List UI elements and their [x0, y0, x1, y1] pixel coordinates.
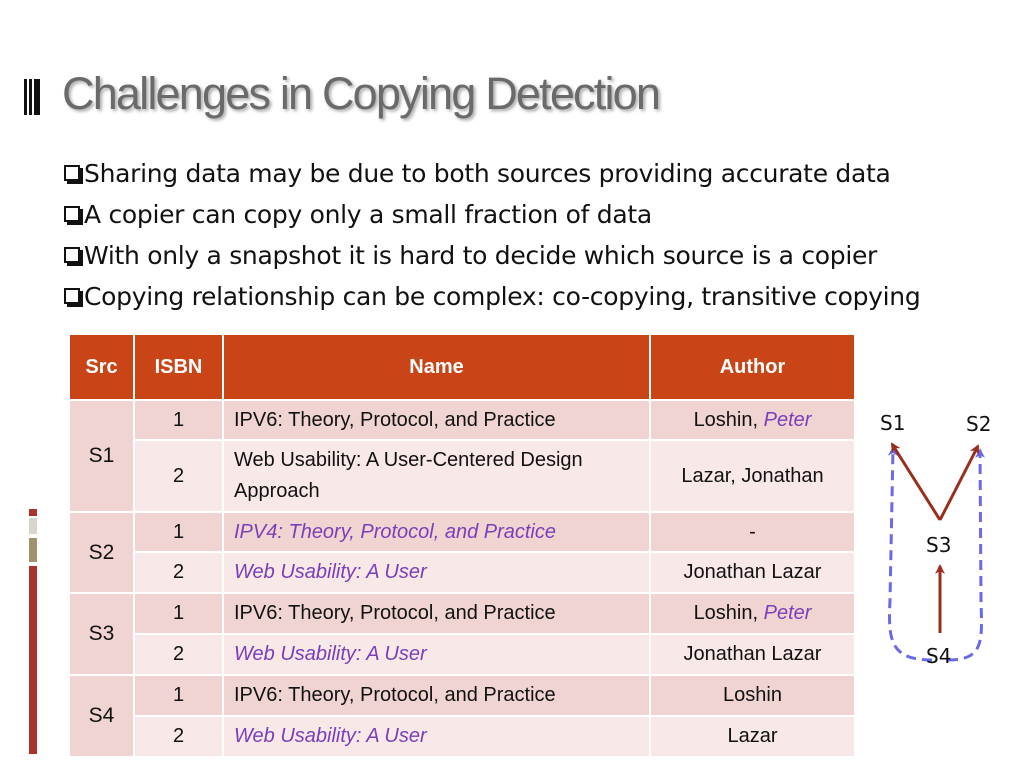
decorative-side-bar [29, 566, 37, 754]
checkbox-bullet-icon [64, 288, 80, 304]
header-src: Src [69, 334, 134, 400]
author-highlight: Peter [763, 602, 812, 624]
author-cell: - [650, 512, 855, 552]
checkbox-bullet-icon [64, 206, 80, 222]
decorative-side-bar [29, 518, 37, 534]
isbn-cell: 2 [134, 634, 223, 675]
isbn-cell: 2 [134, 552, 223, 593]
decorative-side-bar [29, 538, 37, 562]
table-row [69, 400, 855, 440]
copy-arrow-s3-s2 [940, 446, 978, 520]
bullet-text: Copying relationship can be complex: co-copying, transitive copying [84, 282, 921, 311]
name-cell: Web Usability: A User [223, 634, 650, 675]
slide-title: Challenges in Copying Detection [62, 68, 660, 119]
author-cell [650, 593, 855, 634]
author-cell: Jonathan Lazar [650, 552, 855, 593]
bullet-text: Sharing data may be due to both sources providing accurate data [84, 159, 891, 188]
isbn-cell: 2 [134, 440, 223, 512]
author-text: Loshin, [693, 408, 764, 431]
source-cell: S4 [69, 675, 134, 757]
bullet-item [64, 194, 920, 235]
bullet-item [64, 276, 920, 317]
author-cell: Lazar [650, 716, 855, 757]
table-header-row [69, 334, 855, 400]
bullet-item [64, 235, 920, 276]
table-row [69, 716, 855, 757]
header-author: Author [650, 334, 855, 400]
copy-arrow-s3-s1 [892, 444, 940, 520]
name-cell: Web Usability: A User [223, 716, 650, 757]
isbn-cell: 1 [134, 675, 223, 716]
table-row [69, 634, 855, 675]
bullet-list [64, 153, 920, 317]
name-cell: IPV4: Theory, Protocol, and Practice [223, 512, 650, 552]
table-row [69, 512, 855, 552]
bullet-text: A copier can copy only a small fraction of data [84, 200, 652, 229]
node-s3: S3 [926, 533, 952, 557]
source-cell: S2 [69, 512, 134, 593]
copying-diagram [860, 400, 1010, 680]
source-cell: S3 [69, 593, 134, 675]
isbn-cell: 1 [134, 400, 223, 440]
checkbox-bullet-icon [64, 165, 80, 181]
bullet-text: With only a snapshot it is hard to decide which source is a copier [84, 241, 878, 270]
name-cell: Web Usability: A User-Centered Design Approach [223, 440, 650, 512]
author-text: Loshin, [693, 602, 764, 624]
author-cell: Loshin [650, 675, 855, 716]
checkbox-bullet-icon [64, 247, 80, 263]
table-row [69, 675, 855, 716]
author-highlight: Peter [763, 408, 812, 431]
isbn-cell: 1 [134, 593, 223, 634]
bullet-item [64, 153, 920, 194]
name-cell: IPV6: Theory, Protocol, and Practice [223, 400, 650, 440]
author-cell: Lazar, Jonathan [650, 440, 855, 512]
table-row [69, 552, 855, 593]
table-row [69, 440, 855, 512]
title-marker-icon [24, 79, 40, 115]
node-s1: S1 [880, 411, 906, 435]
name-cell: Web Usability: A User [223, 552, 650, 593]
sources-table [68, 333, 856, 758]
name-cell: IPV6: Theory, Protocol, and Practice [223, 675, 650, 716]
author-cell [650, 400, 855, 440]
author-cell: Jonathan Lazar [650, 634, 855, 675]
name-cell: IPV6: Theory, Protocol, and Practice [223, 593, 650, 634]
decorative-side-bar [29, 509, 37, 516]
isbn-cell: 1 [134, 512, 223, 552]
source-cell: S1 [69, 400, 134, 512]
header-isbn: ISBN [134, 334, 223, 400]
node-s2: S2 [966, 412, 992, 436]
isbn-cell: 2 [134, 716, 223, 757]
header-name: Name [223, 334, 650, 400]
node-s4: S4 [926, 644, 952, 668]
dashed-copy-arrow-s4-s2 [948, 450, 982, 660]
table-row [69, 593, 855, 634]
